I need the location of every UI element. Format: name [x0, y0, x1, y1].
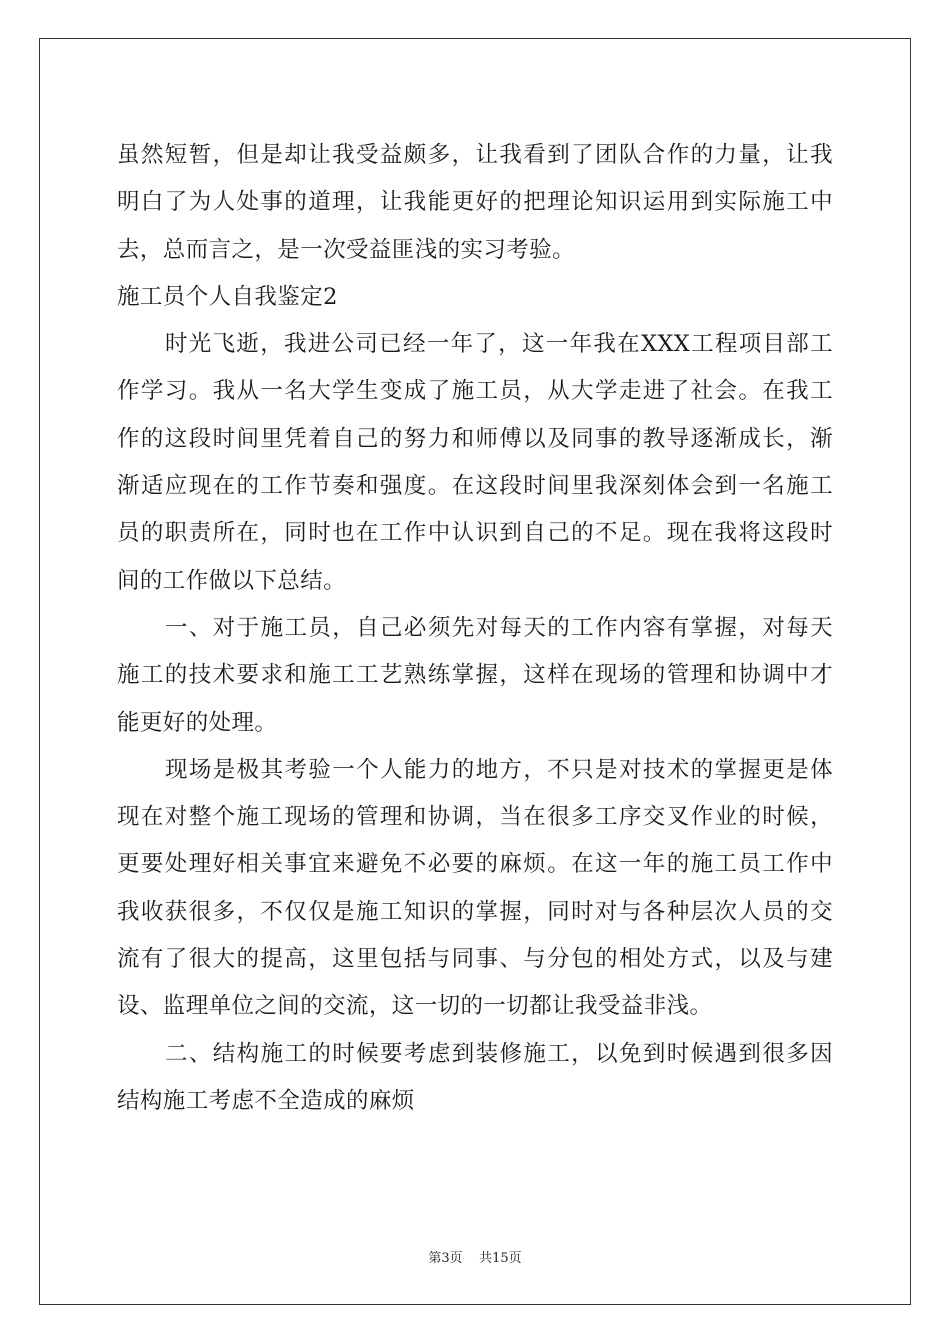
- paragraph-line: 作学习。我从一名大学生变成了施工员，从大学走进了社会。在我工: [117, 378, 833, 405]
- paragraph-line: 间的工作做以下总结。: [117, 567, 347, 594]
- paragraph-line: 去，总而言之，是一次受益匪浅的实习考验。: [117, 236, 576, 263]
- section-heading: 施工员个人自我鉴定2: [117, 283, 338, 310]
- paragraph-line: 员的职责所在，同时也在工作中认识到自己的不足。现在我将这段时: [117, 520, 833, 547]
- paragraph-line: 现场是极其考验一个人能力的地方，不只是对技术的掌握更是体: [165, 756, 833, 783]
- paragraph-line: 一、对于施工员，自己必须先对每天的工作内容有掌握，对每天: [165, 614, 833, 641]
- paragraph-line: 现在对整个施工现场的管理和协调，当在很多工序交叉作业的时候，: [117, 804, 833, 831]
- paragraph-line: 更要处理好相关事宜来避免不必要的麻烦。在这一年的施工员工作中: [117, 851, 833, 878]
- paragraph-line: 时光飞逝，我进公司已经一年了，这一年我在XXX工程项目部工: [165, 331, 833, 358]
- page-footer: [0, 1247, 950, 1266]
- page-number: 第3页: [428, 1251, 463, 1266]
- paragraph-line: 流有了很大的提高，这里包括与同事、与分包的相处方式，以及与建: [117, 946, 833, 973]
- paragraph-line: 明白了为人处事的道理，让我能更好的把理论知识运用到实际施工中: [117, 189, 833, 216]
- paragraph-line: 我收获很多，不仅仅是施工知识的掌握，同时对与各种层次人员的交: [117, 898, 833, 925]
- paragraph-line: 设、监理单位之间的交流，这一切的一切都让我受益非浅。: [117, 993, 713, 1020]
- paragraph-line: 作的这段时间里凭着自己的努力和师傅以及同事的教导逐渐成长，渐: [117, 425, 833, 452]
- paragraph-line: 二、结构施工的时候要考虑到装修施工，以免到时候遇到很多因: [165, 1040, 833, 1067]
- paragraph-line: 结构施工考虑不全造成的麻烦: [117, 1087, 415, 1114]
- paragraph-line: 施工的技术要求和施工工艺熟练掌握，这样在现场的管理和协调中才: [117, 662, 833, 689]
- paragraph-line: 能更好的处理。: [117, 709, 278, 736]
- page-total: 共15页: [479, 1251, 522, 1266]
- document-body: [117, 132, 833, 1125]
- paragraph-line: 虽然短暂，但是却让我受益颇多，让我看到了团队合作的力量，让我: [117, 142, 833, 168]
- paragraph-line: 渐适应现在的工作节奏和强度。在这段时间里我深刻体会到一名施工: [117, 473, 833, 500]
